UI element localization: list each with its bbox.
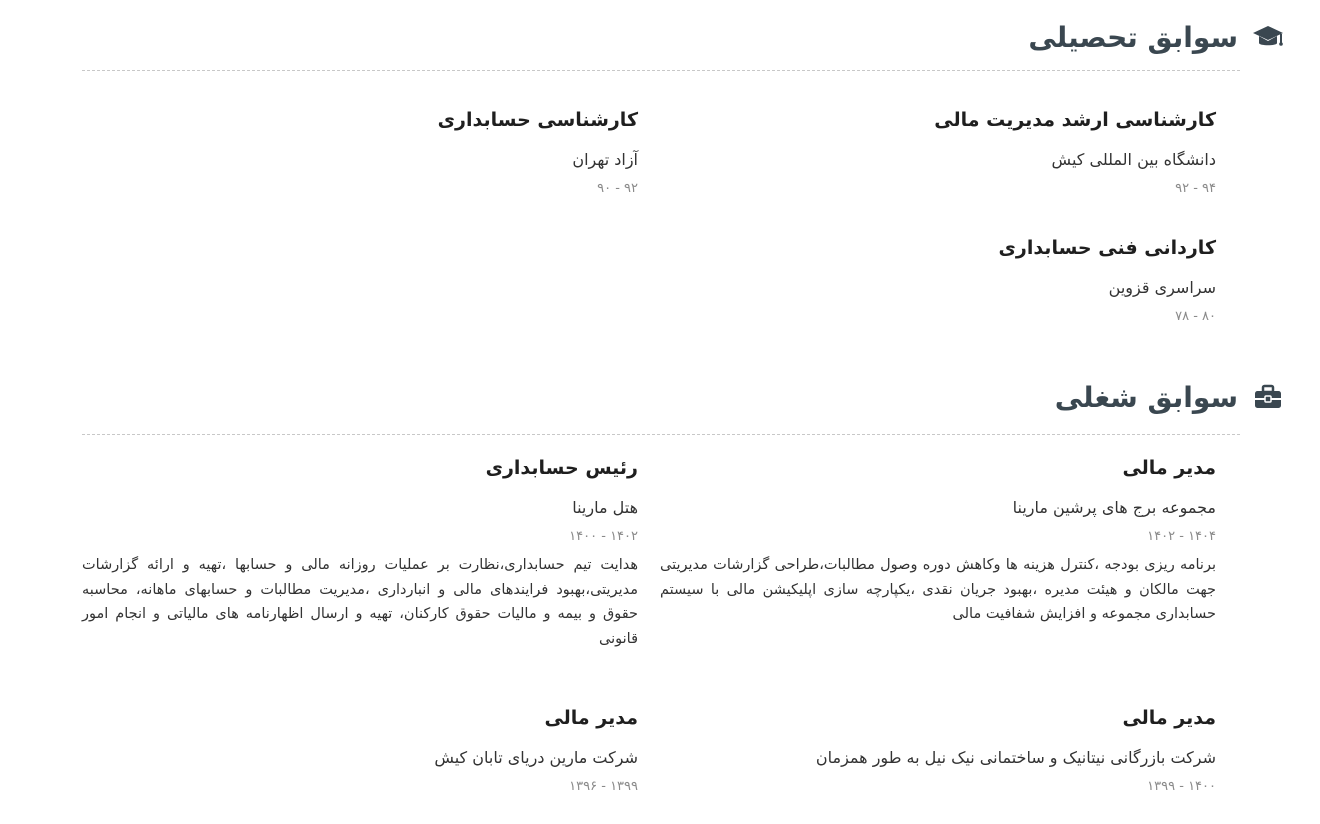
job-entry: [660, 706, 1216, 795]
education-years: ۹۲ - ۹۰: [597, 181, 638, 196]
degree-title: کارشناسی ارشد مدیریت مالی: [934, 109, 1216, 131]
job-years: ۱۴۰۲ - ۱۴۰۰: [569, 529, 638, 544]
education-title: سوابق تحصیلی: [1028, 20, 1238, 54]
education-entry: [660, 236, 1216, 325]
job-entry: [660, 456, 1216, 627]
education-divider: [82, 70, 1240, 71]
work-title: سوابق شغلی: [1054, 380, 1238, 414]
company-name: هتل مارینا: [572, 498, 638, 517]
institution-name: سراسری قزوین: [1108, 278, 1216, 297]
work-section: [82, 372, 1240, 824]
job-description: برنامه ریزی بودجه ،کنترل هزینه ها وکاهش دوره وصول مطالبات،طراحی گزارشات مدیریتی جهت مالکان و هیئت مدیره ،بهبود جریان نقدی ،یکپارچه سازی اپلیکیشن مالی با سیستم حسابداری مجموعه و افزایش شفافیت مالی: [660, 557, 1216, 622]
graduation-cap-icon: [1252, 21, 1284, 53]
work-divider: [82, 434, 1240, 435]
job-position: مدیر مالی: [1122, 457, 1216, 479]
education-years: ۹۴ - ۹۲: [1175, 181, 1216, 196]
job-description: هدایت تیم حسابداری،نظارت بر عملیات روزانه مالی و حسابها ،تهیه و ارائه گزارشات مدیریتی،بهبود فرایندهای مالی و انبارداری ،مدیریت مطالبات و حسابهای ماهانه، محاسبه حقوق و بیمه و مالیات حقوق کارکنان، تهیه و ارسال اظهارنامه های مالیاتی و انجام امور قانونی: [82, 557, 638, 647]
company-name: شرکت بازرگانی نیتانیک و ساختمانی نیک نیل به طور همزمان: [815, 748, 1216, 767]
job-entry: [82, 706, 638, 795]
education-entry: [82, 108, 638, 197]
education-header: [1028, 12, 1284, 62]
job-years: ۱۴۰۴ - ۱۴۰۲: [1147, 529, 1216, 544]
briefcase-icon: [1252, 381, 1284, 413]
company-name: مجموعه برج های پرشین مارینا: [1012, 498, 1216, 517]
job-position: مدیر مالی: [544, 707, 638, 729]
education-entry: [660, 108, 1216, 197]
company-name: شرکت مارین دریای تابان کیش: [434, 748, 638, 767]
degree-title: کارشناسی حسابداری: [437, 109, 638, 131]
degree-title: کاردانی فنی حسابداری: [998, 237, 1216, 259]
job-entry: [82, 456, 638, 651]
job-position: رئیس حسابداری: [485, 457, 638, 479]
job-position: مدیر مالی: [1122, 707, 1216, 729]
education-section: [82, 12, 1240, 342]
education-years: ۸۰ - ۷۸: [1175, 309, 1216, 324]
institution-name: دانشگاه بین المللی کیش: [1051, 150, 1216, 169]
job-years: ۱۳۹۹ - ۱۳۹۶: [569, 779, 638, 794]
institution-name: آزاد تهران: [572, 150, 638, 169]
job-years: ۱۴۰۰ - ۱۳۹۹: [1147, 779, 1216, 794]
work-header: [1055, 372, 1284, 422]
